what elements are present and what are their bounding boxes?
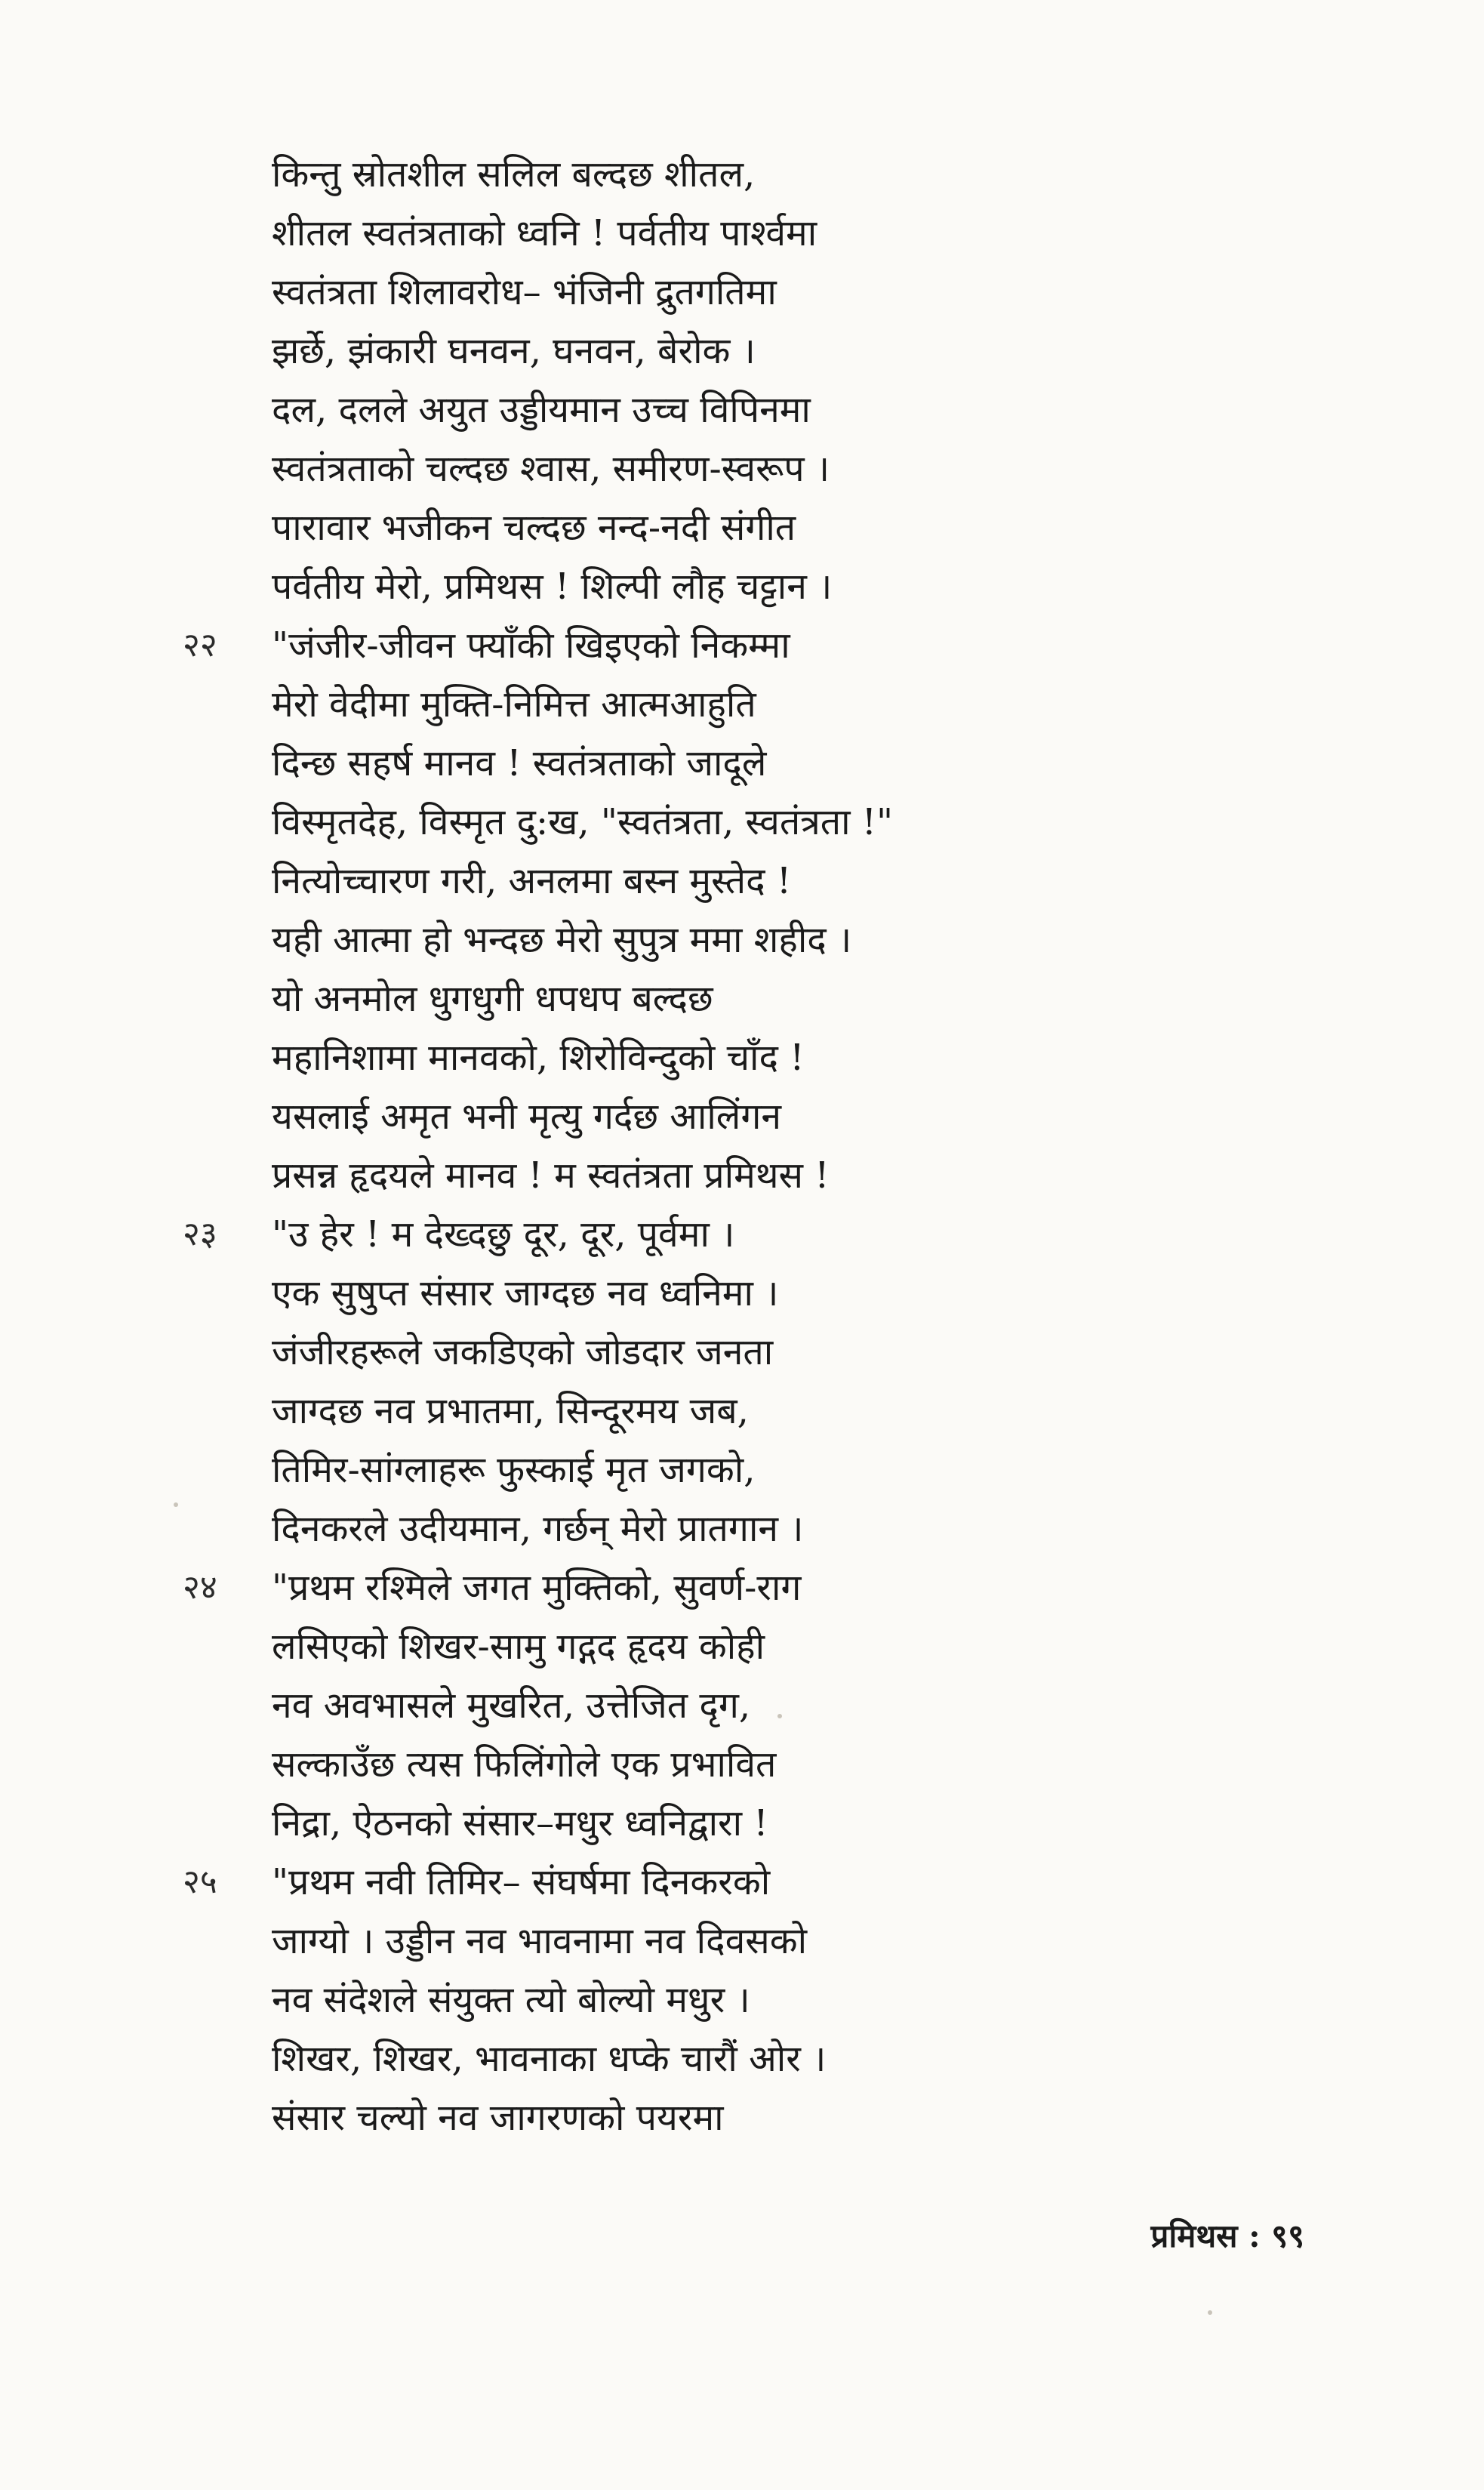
poem-line: पारावार भजीकन चल्दछ नन्द-नदी संगीत [272, 507, 796, 549]
poem-line: लसिएको शिखर-सामु गद्गद हृदय कोही [272, 1626, 765, 1668]
stanza-25 [183, 1853, 1329, 2147]
poem-line: "प्रथम रश्मिले जगत मुक्तिको, सुवर्ण-राग [272, 1567, 802, 1609]
poem-line: "प्रथम नवी तिमिर– संघर्षमा दिनकरको [272, 1861, 771, 1903]
poem-line: दिन्छ सहर्ष मानव ! स्वतंत्रताको जादूले [272, 742, 767, 784]
poem-line: सल्काउँछ त्यस फिलिंगोले एक प्रभावित [272, 1743, 777, 1786]
stanza-22 [183, 616, 1329, 1205]
stanza-number: २३ [183, 1215, 217, 1253]
poem-line: यसलाई अमृत भनी मृत्यु गर्दछ आलिंगन [272, 1096, 781, 1138]
poem-line: झर्छे, झंकारी घनवन, घनवन, बेरोक । [272, 330, 756, 372]
poem-line: नव अवभासले मुखरित, उत्तेजित दृग, [272, 1684, 751, 1727]
poem-line: यो अनमोल धुगधुगी धपधप बल्दछ [272, 978, 713, 1020]
paper-speck [1208, 2310, 1212, 2315]
running-footer-page-number: प्रमिथस : ९९ [1150, 2217, 1304, 2254]
stanza-number: २२ [183, 626, 217, 664]
poem-line: स्वतंत्रताको चल्दछ श्वास, समीरण-स्वरूप । [272, 448, 830, 490]
poem-line: किन्तु स्रोतशील सलिल बल्दछ शीतल, [272, 153, 756, 196]
poem-line: जाग्यो । उड्डीन नव भावनामा नव दिवसको [272, 1920, 808, 1962]
stanza-23 [183, 1205, 1329, 1558]
poem-line: संसार चल्यो नव जागरणको पयरमा [272, 2097, 724, 2139]
stanza-number: २४ [183, 1568, 217, 1607]
poem-line: तिमिर-सांग्लाहरू फुस्काई मृत जगको, [272, 1449, 756, 1491]
poem-line: "उ हेर ! म देख्दछु दूर, दूर, पूर्वमा । [272, 1213, 735, 1256]
poem-line: स्वतंत्रता शिलावरोध– भंजिनी द्रुतगतिमा [272, 271, 777, 313]
poem-line: प्रसन्न हृदयले मानव ! म स्वतंत्रता प्रमिथस ! [272, 1154, 830, 1197]
poem-line: पर्वतीय मेरो, प्रमिथस ! शिल्पी लौह चट्टान । [272, 565, 833, 608]
poem-line: "जंजीर-जीवन फ्याँकी खिइएको निकम्मा [272, 624, 790, 667]
poem-line: शिखर, शिखर, भावनाका धप्के चारौं ओर । [272, 2038, 827, 2080]
poem-line: मेरो वेदीमा मुक्ति-निमित्त आत्मआहुति [272, 683, 756, 726]
poem-line: निद्रा, ऐठनको संसार–मधुर ध्वनिद्वारा ! [272, 1802, 768, 1844]
stanza-number: २५ [183, 1863, 217, 1901]
poem-line: शीतल स्वतंत्रताको ध्वनि ! पर्वतीय पार्श्वमा [272, 212, 817, 254]
stanza-24 [183, 1558, 1329, 1853]
stanza-continued [272, 145, 1329, 616]
paper-speck [777, 1714, 782, 1718]
poem-line: दल, दलले अयुत उड्डीयमान उच्च विपिनमा [272, 389, 811, 431]
poem-line: एक सुषुप्त संसार जाग्दछ नव ध्वनिमा । [272, 1272, 779, 1314]
poem-line: महानिशामा मानवको, शिरोविन्दुको चाँद ! [272, 1037, 805, 1079]
poem-line: नित्योच्चारण गरी, अनलमा बस्न मुस्तेद ! [272, 860, 792, 902]
poem-line: नव संदेशले संयुक्त त्यो बोल्यो मधुर । [272, 1979, 750, 2021]
poem-line: जाग्दछ नव प्रभातमा, सिन्दूरमय जब, [272, 1390, 749, 1432]
paper-speck [174, 1502, 178, 1507]
poem-line: विस्मृतदेह, विस्मृत दु:ख, "स्वतंत्रता, स्वतंत्रता !" [272, 801, 894, 843]
poem-line: यही आत्मा हो भन्दछ मेरो सुपुत्र ममा शहीद । [272, 919, 852, 961]
poem-line: जंजीरहरूले जकडिएको जोडदार जनता [272, 1331, 774, 1373]
poem-line: दिनकरले उदीयमान, गर्छन् मेरो प्रातगान । [272, 1508, 804, 1550]
